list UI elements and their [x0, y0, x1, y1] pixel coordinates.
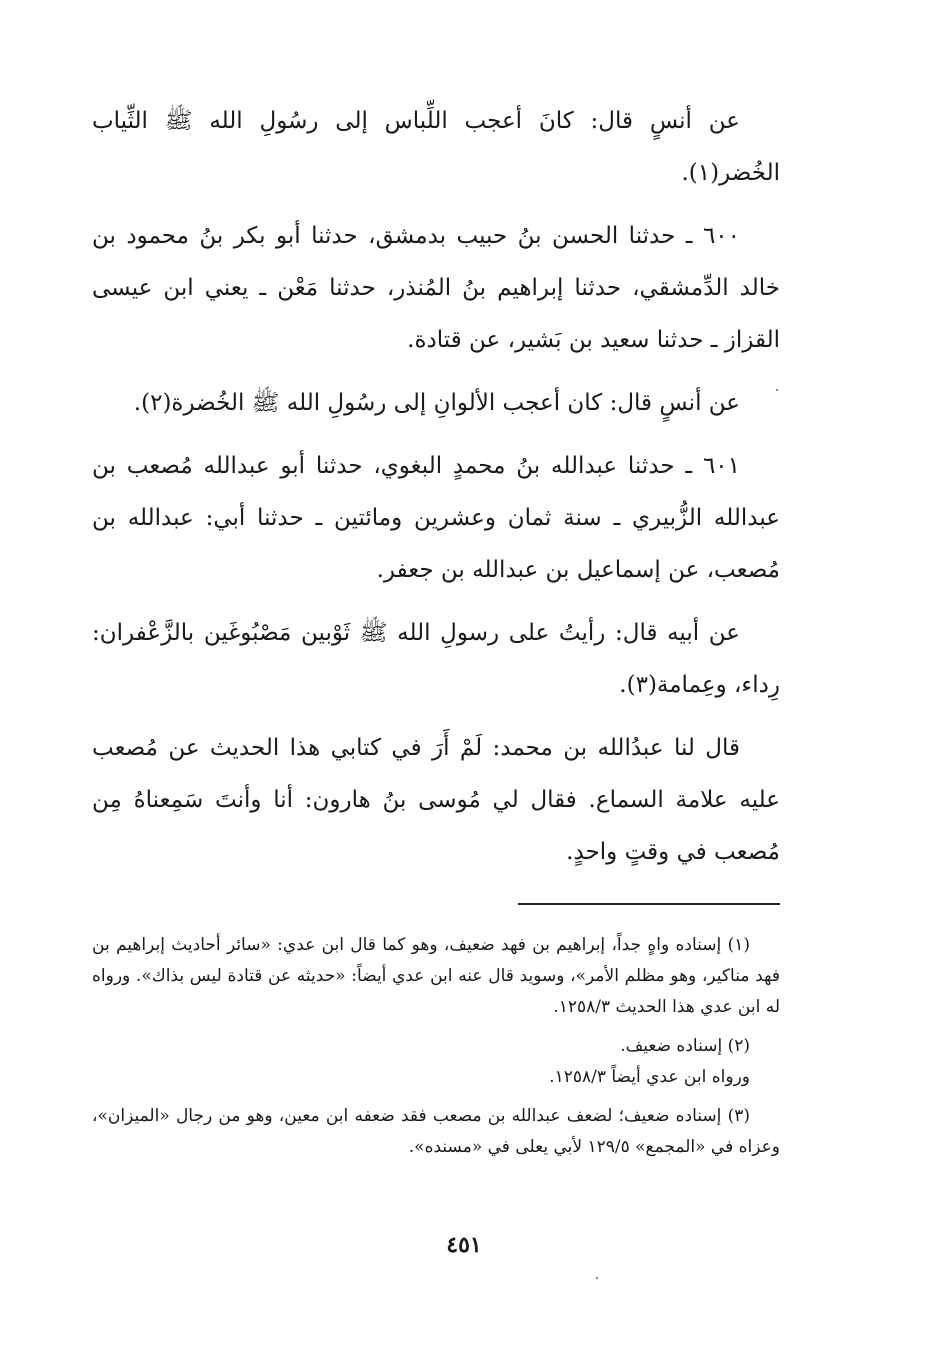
- footnote-divider: [518, 903, 780, 905]
- footnote-2: (٢) إسناده ضعيف.: [620, 1036, 750, 1056]
- hadith-chain-601: ٦٠١ ـ حدثنا عبدالله بنُ محمدٍ البغوي، حدثنا أبو عبدالله مُصعب بن عبدالله الزُّبيري ـ سنة ثمان وعشرين ومائتين ـ حدثنا أبي: عبدالله بن مُصعب، عن إسماعيل بن عبدالله بن جعفر.: [92, 453, 780, 583]
- main-text: [92, 95, 780, 889]
- hadith-text-600: عن أنسٍ قال: كان أعجب الألوانِ إلى رسُولِ الله ﷺ الخُضرة(٢).: [133, 390, 740, 416]
- hadith-text-601: عن أبيه قال: رأيتُ على رسولِ الله ﷺ ثَوْبين مَصْبُوغَين بالزَّعْفران: رِداء، وعِمامة(٣).: [92, 620, 780, 698]
- scan-speck: [776, 389, 778, 391]
- footnote-3: (٣) إسناده ضعيف؛ لضعف عبدالله بن مصعب فقد ضعفه ابن معين، وهو من رجال «الميزان»، وعزاه في «المجمع» ١٢٩/٥ لأبي يعلى في «مسنده».: [92, 1106, 780, 1157]
- footnotes: [92, 930, 780, 1171]
- page-number: ٤٥١: [446, 1232, 482, 1258]
- footnote-1: (١) إسناده واهٍ جداً، إبراهيم بن فهد ضعيف، وهو كما قال ابن عدي: «سائر أحاديث إبراهيم بن فهد مناكير، وهو مظلم الأمر»، وسويد قال عنه ابن عدي أيضاً: «حديثه عن قتادة ليس بذاك». ورواه له ابن عدي هذا الحديث ١٢٥٨/٣.: [92, 935, 780, 1017]
- hadith-text-1: عن أنسٍ قال: كانَ أعجب اللِّباس إلى رسُولِ الله ﷺ الثِّياب الخُضر(١).: [92, 108, 780, 186]
- scan-speck: [596, 1277, 598, 1279]
- commentary-paragraph: قال لنا عبدُالله بن محمد: لَمْ أَرَ في كتابي هذا الحديث عن مُصعب عليه علامة السماع. فقال لي مُوسى بنُ هارون: أنا وأنتَ سَمِعناهُ مِن مُصعب في وقتٍ واحدٍ.: [92, 735, 780, 865]
- footnote-2-continuation: ورواه ابن عدي أيضاً ١٢٥٨/٣.: [549, 1067, 750, 1087]
- hadith-chain-600: ٦٠٠ ـ حدثنا الحسن بنُ حبيب بدمشق، حدثنا أبو بكر بنُ محمود بن خالد الدِّمشقي، حدثنا إبراهيم بنُ المُنذر، حدثنا مَعْن ـ يعني ابن عيسى القزاز ـ حدثنا سعيد بن بَشير، عن قتادة.: [92, 223, 780, 353]
